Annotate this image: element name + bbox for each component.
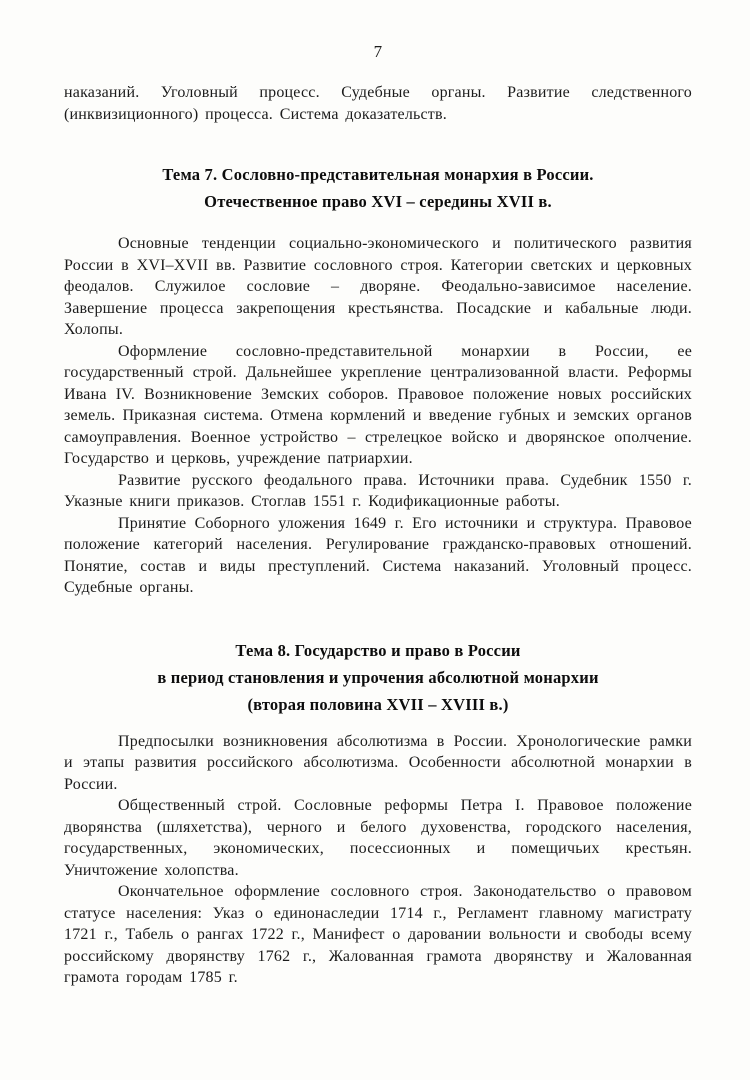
section-8-heading (64, 637, 692, 718)
heading-line: в период становления и упрочения абсолютной монархии (157, 667, 599, 687)
paragraph: Общественный строй. Сословные реформы Петра I. Правовое положение дворянства (шляхетства), черного и белого духовенства, городского населения, государственных, экономических, посессионных и помещичьих крестьян. Уничтожение холопства. (64, 797, 692, 879)
paragraph: Принятие Соборного уложения 1649 г. Его источники и структура. Правовое положение категорий населения. Регулирование гражданско-правовых отношений. Понятие, состав и виды преступлений. Система наказаний. Уголовный процесс. Судебные органы. (64, 514, 692, 596)
heading-line: Отечественное право XVI – середины XVII в. (204, 192, 552, 211)
page-number: 7 (373, 42, 383, 61)
paragraph: Развитие русского феодального права. Источники права. Судебник 1550 г. Указные книги приказов. Стоглав 1551 г. Кодификационные работы. (64, 471, 692, 510)
heading-line: Тема 7. Сословно-представительная монархия в России. (162, 165, 594, 184)
heading-line: (вторая половина XVII – XVIII в.) (247, 694, 509, 714)
paragraph: Окончательное оформление сословного строя. Законодательство о правовом статусе населения: Указ о единонаследии 1714 г., Регламент главному магистрату 1721 г., Табель о рангах 1722 г., Манифест о даровании вольности и свободы всему российскому дворянству 1762 г., Жалованная грамота дворянству и Жалованная грамота городам 1785 г. (64, 883, 692, 986)
paragraph: Основные тенденции социально-экономического и политического развития России в XVI–XVII вв. Развитие сословного строя. Категории светских и церковных феодалов. Служилое сословие – дворяне. Феодально-зависимое население. Завершение процесса закрепощения крестьянства. Посадские и кабальные люди. Холопы. (64, 235, 692, 338)
section-tema-7 (64, 161, 692, 599)
paragraph: Оформление сословно-представительной монархии в России, ее государственный строй. Дальнейшее укрепление централизованной власти. Реформы Ивана IV. Возникновение Земских соборов. Правовое положение новых российских земель. Приказная система. Отмена кормлений и введение губных и земских органов самоуправления. Военное устройство – стрелецкое войско и дворянское ополчение. Государство и церковь, учреждение патриархии. (64, 342, 692, 467)
continuation-paragraph: наказаний. Уголовный процесс. Судебные органы. Развитие следственного (инквизиционного) процесса. Система доказательств. (64, 84, 692, 123)
heading-line: Тема 8. Государство и право в России (235, 640, 521, 660)
section-7-heading (64, 161, 692, 215)
section-tema-8 (64, 637, 692, 989)
paragraph: Предпосылки возникновения абсолютизма в России. Хронологические рамки и этапы развития российского абсолютизма. Особенности абсолютной монархии в России. (64, 732, 692, 793)
